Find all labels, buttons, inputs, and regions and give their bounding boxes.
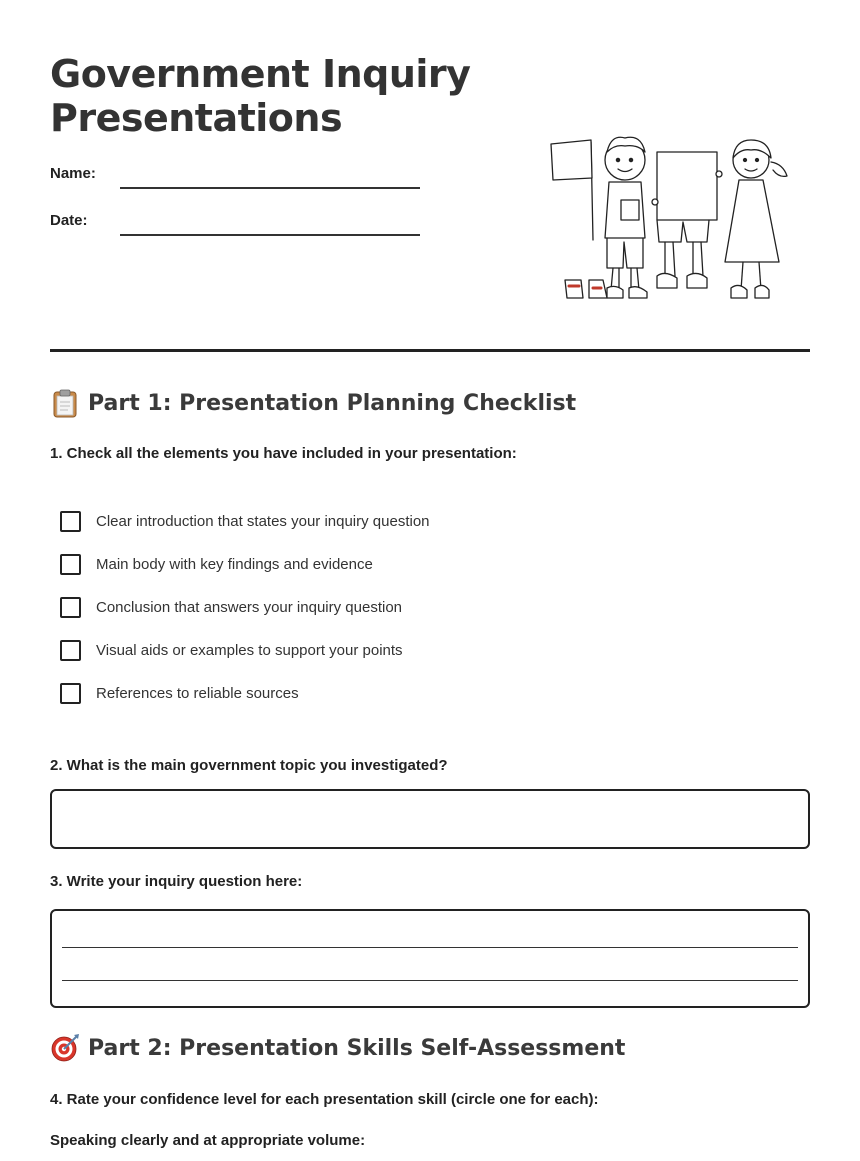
question-4: 4. Rate your confidence level for each presentation skill (circle one for each): xyxy=(50,1091,599,1108)
name-label: Name: xyxy=(50,165,96,182)
part2-heading xyxy=(50,1033,625,1063)
part1-heading xyxy=(50,388,576,418)
checklist-item[interactable] xyxy=(60,683,299,704)
inquiry-question-answer-box[interactable] xyxy=(50,909,810,1008)
target-icon xyxy=(50,1033,80,1063)
checklist-item[interactable] xyxy=(60,511,430,532)
title-line-2: Presentations xyxy=(50,96,343,140)
kids-with-signs-illustration xyxy=(545,130,795,320)
checkbox[interactable] xyxy=(60,597,81,618)
writing-line xyxy=(62,947,798,948)
date-label: Date: xyxy=(50,212,88,229)
title-line-1: Government Inquiry xyxy=(50,52,471,96)
checkbox[interactable] xyxy=(60,640,81,661)
checklist-label: Conclusion that answers your inquiry question xyxy=(96,599,402,616)
checklist-label: Clear introduction that states your inquiry question xyxy=(96,513,430,530)
checklist-label: Visual aids or examples to support your points xyxy=(96,642,403,659)
writing-line xyxy=(62,980,798,981)
checkbox[interactable] xyxy=(60,554,81,575)
question-2: 2. What is the main government topic you investigated? xyxy=(50,757,448,774)
checklist-item[interactable] xyxy=(60,640,403,661)
topic-answer-box[interactable] xyxy=(50,789,810,849)
date-field[interactable] xyxy=(120,234,420,236)
checkbox[interactable] xyxy=(60,511,81,532)
name-field[interactable] xyxy=(120,187,420,189)
part1-title: Part 1: Presentation Planning Checklist xyxy=(88,390,577,416)
part2-title: Part 2: Presentation Skills Self-Assessment xyxy=(88,1035,626,1061)
page-title xyxy=(50,52,520,140)
checklist-item[interactable] xyxy=(60,597,402,618)
header-divider xyxy=(50,349,810,352)
question-3: 3. Write your inquiry question here: xyxy=(50,873,303,890)
checklist-label: Main body with key findings and evidence xyxy=(96,556,373,573)
question-1: 1. Check all the elements you have included in your presentation: xyxy=(50,445,517,462)
checkbox[interactable] xyxy=(60,683,81,704)
clipboard-icon xyxy=(50,388,80,418)
checklist-item[interactable] xyxy=(60,554,373,575)
checklist-label: References to reliable sources xyxy=(96,685,299,702)
skill-1-label: Speaking clearly and at appropriate volume: xyxy=(50,1132,366,1149)
